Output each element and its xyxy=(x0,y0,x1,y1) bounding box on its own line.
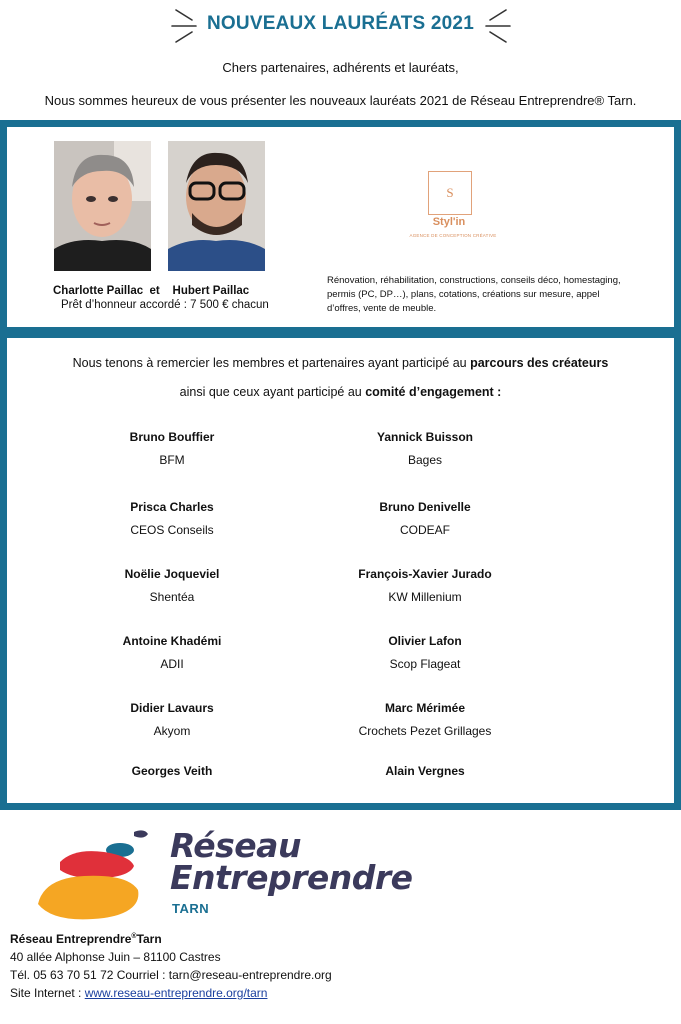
member-item: Bruno Bouffier BFM xyxy=(129,430,215,467)
member-item: Alain Vergnes xyxy=(385,764,465,778)
thanks-line-1: Nous tenons à remercier les membres et partenaires ayant participé au parcours des créateurs xyxy=(72,356,609,370)
thanks-line-2: ainsi que ceux ayant participé au comité d’engagement : xyxy=(179,385,502,399)
page-title: NOUVEAUX LAURÉATS 2021 xyxy=(207,13,474,34)
greeting: Chers partenaires, adhérents et lauréats, xyxy=(222,60,459,75)
member-item: Yannick Buisson Bages xyxy=(376,430,474,467)
member-item: Antoine Khadémi ADII xyxy=(122,634,222,671)
laureate-names: Charlotte Paillac et Hubert Paillac xyxy=(53,285,250,297)
org-site: Site Internet : www.reseau-entreprendre.org/tarn xyxy=(10,986,268,1000)
member-item: Marc Mérimée Crochets Pezet Grillages xyxy=(358,701,492,738)
laureates-frame xyxy=(0,120,681,334)
company-name: Styl'in xyxy=(432,216,466,228)
sparkle-right-icon xyxy=(476,4,512,48)
member-item: François-Xavier Jurado KW Millenium xyxy=(358,567,492,604)
photo-charlotte xyxy=(54,141,151,271)
page-header xyxy=(0,0,681,120)
footer-contact xyxy=(10,928,332,1002)
loan-amount: Prêt d’honneur accordé : 7 500 € chacun xyxy=(61,299,269,311)
photo-hubert xyxy=(168,141,265,271)
logo-word-entreprendre: Entreprendre xyxy=(170,858,413,897)
member-item: Prisca Charles CEOS Conseils xyxy=(130,500,214,537)
logo-word-tarn: TARN xyxy=(172,901,210,916)
member-item: Noëlie Joqueviel Shentéa xyxy=(124,567,220,604)
logo-word-reseau: Réseau xyxy=(170,826,301,865)
website-link[interactable]: www.reseau-entreprendre.org/tarn xyxy=(84,986,268,1000)
org-name: Réseau Entreprendre®Tarn xyxy=(10,932,162,946)
org-address: 40 allée Alphonse Juin – 81100 Castres xyxy=(10,950,221,964)
member-item: Bruno Denivelle CODEAF xyxy=(379,500,471,537)
member-item: Didier Lavaurs Akyom xyxy=(130,701,214,738)
company-tagline: AGENCE DE CONCEPTION CRÉATIVE xyxy=(409,233,497,238)
member-item: Olivier Lafon Scop Flageat xyxy=(388,634,462,671)
member-item: Georges Veith xyxy=(131,764,213,778)
stylin-logo-icon: S xyxy=(428,171,472,215)
company-activity: Rénovation, réhabilitation, constructions, conseils déco, homestaging, permis (PC, DP…), plans, cotations, créations sur mesure, appel d’offres, vente de meuble. xyxy=(327,275,621,314)
intro-text: Nous sommes heureux de vous présenter les nouveaux lauréats 2021 de Réseau Entreprendre® Tarn. xyxy=(44,93,637,108)
thanks-frame xyxy=(0,334,681,810)
org-contact: Tél. 05 63 70 51 72 Courriel : tarn@reseau-entreprendre.org xyxy=(10,968,332,982)
